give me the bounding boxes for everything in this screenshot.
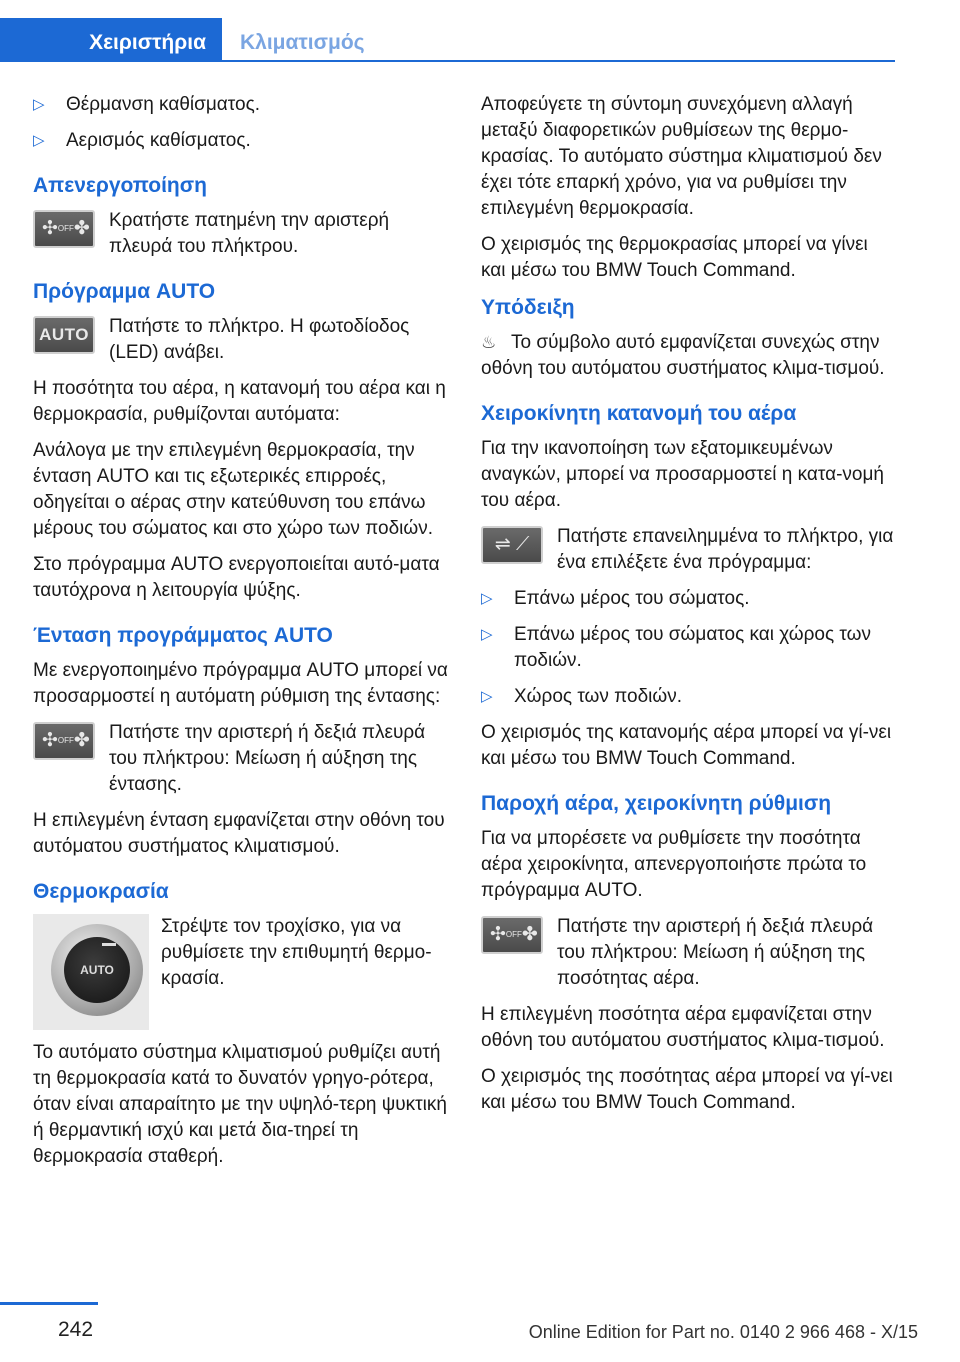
paragraph: Για την ικανοποίηση των εξατομικευμένων αναγκών, μπορεί να προσαρμοστεί η κατα-νομή του αέρα.: [481, 438, 884, 511]
footer-divider: [0, 1302, 98, 1305]
paragraph: Για να μπορέσετε να ρυθμίσετε την ποσότητα αέρα χειροκίνητα, απενεργοποιήστε πρώτα το πρόγραμμα AUTO.: [481, 828, 867, 901]
triangle-bullet-icon: ▷: [481, 590, 493, 607]
instruction-row: [33, 208, 448, 260]
tab-controls[interactable]: Χειριστήρια: [0, 18, 222, 62]
list-item: ▷ Θέρμανση καθίσματος.: [33, 92, 448, 118]
paragraph: Η ποσότητα του αέρα, η κατανομή του αέρα και η θερμοκρασία, ρυθμίζονται αυτόματα:: [33, 378, 446, 425]
paragraph: Ανάλογα με την επιλεγμένη θερμοκρασία, την ένταση AUTO και τις εξωτερικές επιρροές, οδηγείται ο αέρας στην κατεύθυνση του επάνω μέρους του σώματος και στο χώρο των ποδιών.: [33, 440, 434, 539]
heading-deactivate: Απενεργοποίηση: [33, 174, 207, 197]
instruction-row: [33, 720, 448, 798]
manual-press-text: Πατήστε επανειλημμένα το πλήκτρο, για ένα επιλέξετε ένα πρόγραμμα:: [557, 526, 894, 573]
fan-small-icon: ✣: [42, 730, 58, 751]
triangle-bullet-icon: ▷: [33, 96, 45, 113]
temperature-knob-image: [33, 914, 149, 1030]
fan-off-button-image: [33, 722, 95, 760]
triangle-bullet-icon: ▷: [481, 626, 493, 643]
right-column: [481, 92, 896, 1126]
fan-small-icon: ✣: [490, 924, 506, 945]
paragraph: Με ενεργοποιημένο πρόγραμμα AUTO μπορεί να προσαρμοστεί η αυτόματη ρύθμιση της έντασης:: [33, 660, 448, 707]
paragraph: Ο χειρισμός της ποσότητας αέρα μπορεί να γί-νει και μέσω του BMW Touch Command.: [481, 1066, 893, 1113]
triangle-bullet-icon: ▷: [33, 132, 45, 149]
off-label: OFF: [57, 736, 74, 745]
knob-center: [64, 937, 130, 1003]
instruction-row: [481, 524, 896, 576]
knob-ring: [51, 924, 143, 1016]
edition-text: Online Edition for Part no. 0140 2 966 468 - X/15: [528, 1322, 918, 1342]
air-distribution-button-image: [481, 526, 543, 564]
instruction-row: [481, 914, 896, 992]
left-column: [33, 92, 448, 1180]
heading-temperature: Θερμοκρασία: [33, 880, 169, 903]
paragraph: Το αυτόματο σύστημα κλιματισμού ρυθμίζει αυτή τη θερμοκρασία κατά το δυνατόν γρηγο-ρότερα, όταν είναι απαραίτητο με την υψηλό-τερη ψυκτική ή θερμαντική ισχύ και μετά δια-τηρεί τη θερμοκρασία σταθερή.: [33, 1042, 447, 1167]
fan-large-icon: ✤: [73, 730, 90, 751]
heading-airflow: Παροχή αέρα, χειροκίνητη ρύθμιση: [481, 792, 832, 815]
heading-auto-intensity: Ένταση προγράμματος AUTO: [33, 624, 333, 647]
deactivate-text: Κρατήστε πατημένη την αριστερή πλευρά του πλήκτρου.: [109, 210, 390, 257]
page-number: 242: [58, 1318, 94, 1341]
paragraph: Στο πρόγραμμα AUTO ενεργοποιείται αυτό-ματα ταυτόχρονα η λειτουργία ψύξης.: [33, 554, 440, 601]
off-label: OFF: [57, 224, 74, 233]
paragraph: Ο χειρισμός της θερμοκρασίας μπορεί να γίνει και μέσω του BMW Touch Command.: [481, 234, 868, 281]
fan-large-icon: ✤: [73, 218, 90, 239]
triangle-bullet-icon: ▷: [481, 688, 493, 705]
airflow-press-text: Πατήστε την αριστερή ή δεξιά πλευρά του πλήκτρου: Μείωση ή αύξηση της ποσότητας αέρα.: [557, 916, 874, 989]
auto-button-image: AUTO: [33, 316, 95, 354]
fan-off-button-image: [33, 210, 95, 248]
intensity-press-text: Πατήστε την αριστερή ή δεξιά πλευρά του πλήκτρου: Μείωση ή αύξηση της έντασης.: [109, 722, 426, 795]
heading-auto: Πρόγραμμα AUTO: [33, 280, 216, 303]
auto-press-text: Πατήστε το πλήκτρο. Η φωτοδίοδος (LED) ανάβει.: [109, 316, 410, 363]
list-item: ▷ Αερισμός καθίσματος.: [33, 128, 448, 154]
tab-climate[interactable]: Κλιματισμός: [240, 31, 365, 54]
fan-large-icon: ✤: [521, 924, 538, 945]
temp-turn-text: Στρέψτε τον τροχίσκο, για να ρυθμίσετε την επιθυμητή θερμο-κρασία.: [161, 916, 432, 989]
list-item: ▷ Χώρος των ποδιών.: [481, 684, 896, 710]
heading-manual-distribution: Χειροκίνητη κατανομή του αέρα: [481, 402, 797, 425]
instruction-row: [33, 914, 448, 1030]
paragraph: Η επιλεγμένη ένταση εμφανίζεται στην οθόνη του αυτόματου συστήματος κλιματισμού.: [33, 810, 445, 857]
page-header: [0, 18, 895, 62]
heading-hint: Υπόδειξη: [481, 296, 575, 319]
off-label: OFF: [505, 930, 522, 939]
minus-icon: [102, 943, 116, 946]
list-item: ▷ Επάνω μέρος του σώματος και χώρος των ποδιών.: [481, 624, 871, 671]
hint-paragraph: ♨ Το σύμβολο αυτό εμφανίζεται συνεχώς στην οθόνη του αυτόματου συστήματος κλιμα-τισμού.: [481, 332, 885, 379]
air-distribution-icon: ⇌ ⟋: [494, 534, 530, 555]
paragraph: Ο χειρισμός της κατανομής αέρα μπορεί να γί-νει και μέσω του BMW Touch Command.: [481, 722, 892, 769]
climate-symbol-icon: ♨: [481, 333, 497, 352]
paragraph: Η επιλεγμένη ποσότητα αέρα εμφανίζεται στην οθόνη του αυτόματου συστήματος κλιμα-τισμού.: [481, 1004, 885, 1051]
fan-small-icon: ✣: [42, 218, 58, 239]
list-item: ▷ Επάνω μέρος του σώματος.: [481, 586, 896, 612]
instruction-row: [33, 314, 448, 366]
fan-off-button-image: [481, 916, 543, 954]
paragraph: Αποφεύγετε τη σύντομη συνεχόμενη αλλαγή μεταξύ διαφορετικών ρυθμίσεων της θερμο-κρασίας. Το αυτόματο σύστημα κλιματισμού δεν έχει τότε επαρκή χρόνο, για να ρυθμίσει την επιλεγμένη θερμοκρασία.: [481, 94, 882, 219]
knob-auto-label: AUTO: [80, 963, 114, 977]
header-divider: [0, 60, 895, 62]
